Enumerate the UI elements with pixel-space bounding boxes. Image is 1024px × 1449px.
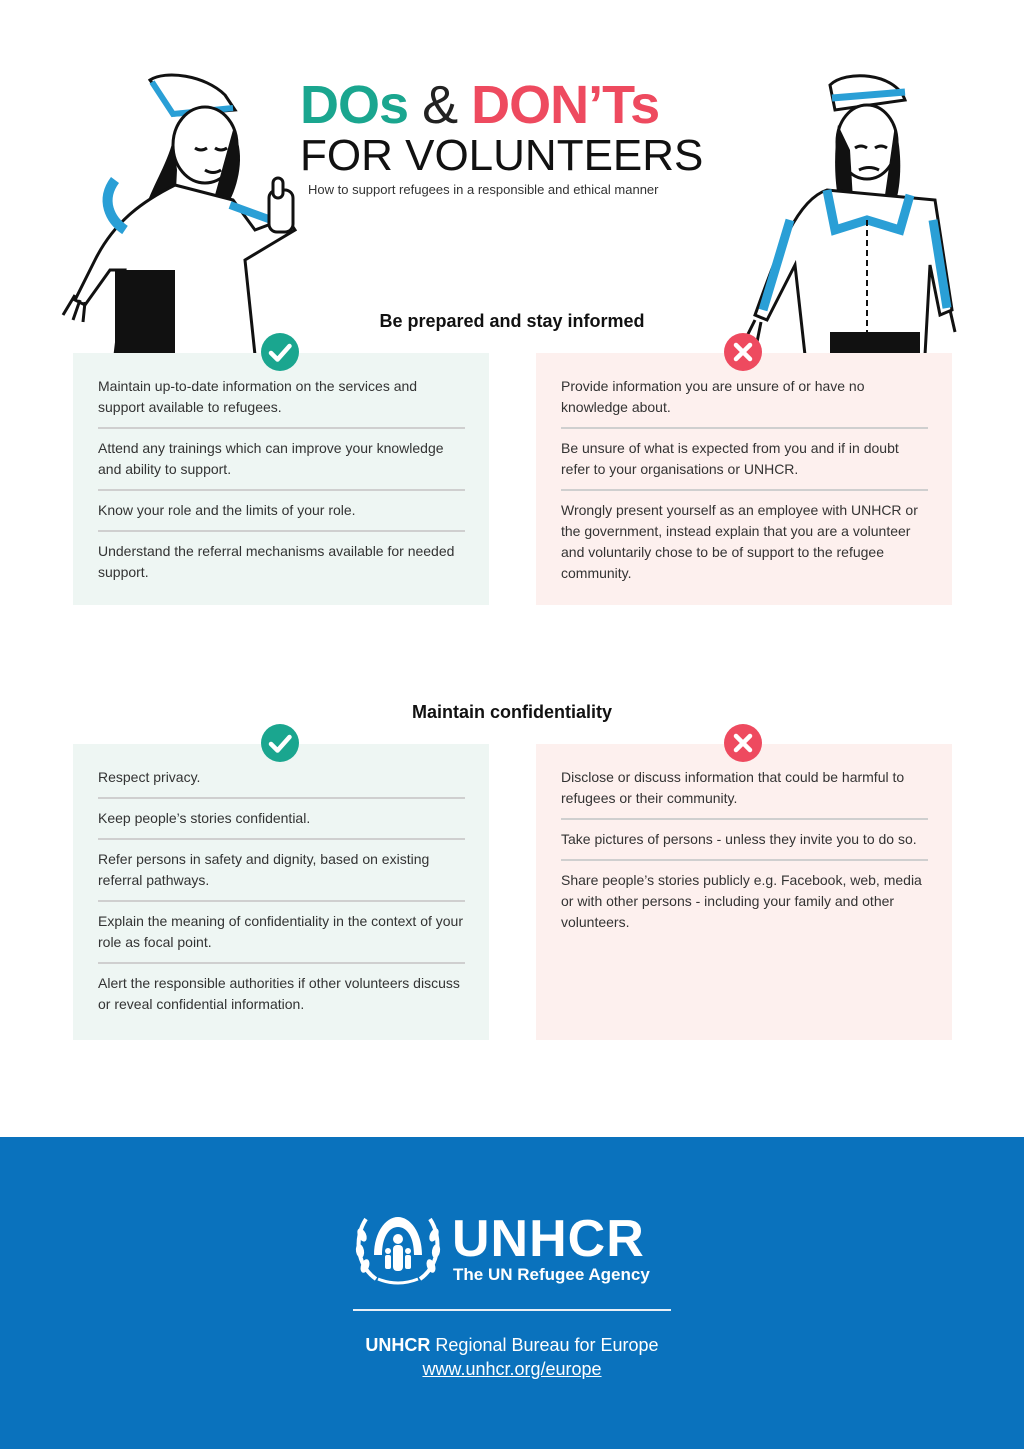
title-dos: DOs [300,75,409,135]
check-icon [261,724,299,762]
list-item: Take pictures of persons - unless they invite you to do so. [561,820,928,861]
logo-wordmark: UNHCR [452,1210,645,1268]
footer-org-rest: Regional Bureau for Europe [435,1335,659,1355]
footer-org-line [0,1335,1024,1356]
title-donts: DON’Ts [471,75,660,135]
subtitle: How to support refugees in a responsible and ethical manner [308,182,659,197]
dos-panel-confidentiality [73,744,489,1040]
list-item: Wrongly present yourself as an employee with UNHCR or the government, instead explain that you are a volunteer and voluntarily chose to be of support to the refugee community. [561,502,918,581]
list-item: Provide information you are unsure of or have no knowledge about. [561,367,928,429]
list-item: Know your role and the limits of your role. [98,491,465,532]
list-item: Understand the referral mechanisms available for needed support. [98,543,455,580]
dos-panel-prepared [73,353,489,605]
donts-panel-confidentiality [536,744,952,1040]
cross-icon [724,333,762,371]
cross-icon [724,724,762,762]
list-item: Alert the responsible authorities if other volunteers discuss or reveal confidential information. [98,975,460,1012]
unhcr-logo [352,1207,682,1287]
dos-list [73,353,489,606]
section-title-prepared: Be prepared and stay informed [379,311,645,331]
donts-panel-prepared [536,353,952,605]
footer-divider [353,1309,671,1311]
title-line-1 [300,75,730,135]
footer-org-bold: UNHCR [365,1335,431,1355]
header-title [300,75,730,197]
footer-website-link[interactable]: www.unhcr.org/europe [422,1359,602,1379]
title-line-2: FOR VOLUNTEERS [300,131,704,180]
section-title-confidentiality: Maintain confidentiality [411,702,612,722]
list-item: Keep people’s stories confidential. [98,799,465,840]
dos-list [73,744,489,1038]
unhcr-emblem-icon [352,1207,444,1287]
check-icon [261,333,299,371]
list-item: Refer persons in safety and dignity, based on existing referral pathways. [98,840,465,902]
list-item: Explain the meaning of confidentiality in the context of your role as focal point. [98,902,465,964]
donts-list [536,353,952,607]
list-item: Respect privacy. [98,758,465,799]
list-item: Disclose or discuss information that could be harmful to refugees or their community. [561,758,928,820]
logo-tagline: The UN Refugee Agency [453,1265,650,1284]
donts-list [536,744,952,956]
list-item: Be unsure of what is expected from you and if in doubt refer to your organisations or UNHCR. [561,429,928,491]
list-item: Share people’s stories publicly e.g. Facebook, web, media or with other persons - including your family and other volunteers. [561,872,922,930]
title-ampersand: & [422,75,458,135]
footer [0,1137,1024,1449]
list-item: Maintain up-to-date information on the services and support available to refugees. [98,367,465,429]
list-item: Attend any trainings which can improve your knowledge and ability to support. [98,429,465,491]
